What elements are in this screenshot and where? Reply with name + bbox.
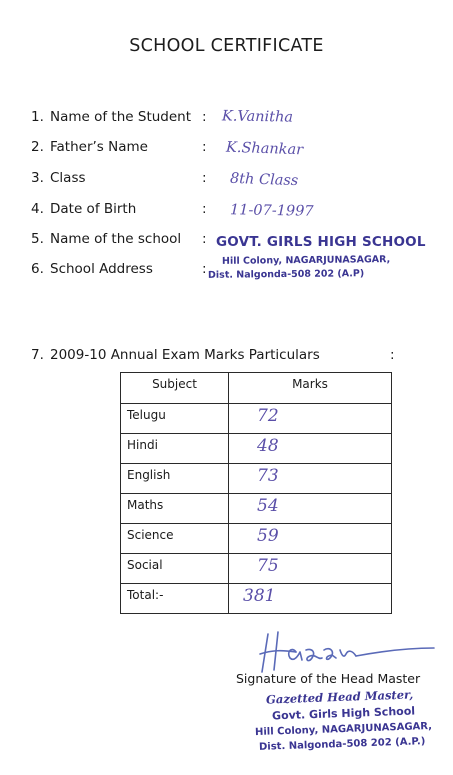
- subject-cell: Hindi: [121, 434, 229, 464]
- marks-cell-handwritten: 75: [229, 554, 392, 584]
- subject-cell: Maths: [121, 494, 229, 524]
- table-row: [121, 554, 392, 584]
- marks-cell-handwritten: 381: [229, 584, 392, 614]
- field-label: Class: [50, 170, 86, 186]
- field-value-handwritten: 11-07-1997: [229, 202, 314, 220]
- headmaster-stamp-school: Govt. Girls High School: [271, 704, 416, 723]
- field-student-name: [0, 107, 453, 131]
- field-number: 4.: [31, 201, 44, 217]
- table-row-total: [121, 584, 392, 614]
- page-title: SCHOOL CERTIFICATE: [129, 36, 324, 56]
- field-number: 1.: [31, 109, 44, 125]
- field-label: Date of Birth: [50, 201, 137, 217]
- marks-cell-handwritten: 59: [229, 524, 392, 554]
- field-number: 3.: [31, 170, 44, 186]
- signature-label: Signature of the Head Master: [236, 671, 421, 686]
- field-colon: :: [202, 201, 207, 217]
- subject-cell: Science: [121, 524, 229, 554]
- table-row: [121, 524, 392, 554]
- field-class: [0, 168, 453, 192]
- field-colon: :: [390, 347, 395, 363]
- school-stamp-name: GOVT. GIRLS HIGH SCHOOL: [216, 234, 426, 250]
- field-number: 6.: [31, 261, 44, 277]
- school-stamp-address: Hill Colony, NAGARJUNASAGAR,: [221, 254, 391, 267]
- field-label: Name of the Student: [50, 109, 192, 125]
- table-header-row: [121, 373, 392, 404]
- field-number: 5.: [31, 231, 44, 247]
- field-number: 2.: [31, 139, 44, 155]
- marks-heading: [0, 345, 453, 369]
- field-colon: :: [202, 261, 207, 277]
- table-row: [121, 464, 392, 494]
- table-row: [121, 434, 392, 464]
- field-value-handwritten: 8th Class: [229, 170, 299, 190]
- field-label: Father’s Name: [50, 139, 148, 155]
- field-value-handwritten: K.Shankar: [225, 139, 304, 159]
- table-row: [121, 494, 392, 524]
- marks-cell-handwritten: 73: [229, 464, 392, 494]
- field-value-handwritten: K.Vanitha: [221, 108, 294, 126]
- headmaster-stamp-district: Dist. Nalgonda-508 202 (A.P.): [258, 736, 426, 753]
- field-colon: :: [202, 231, 207, 247]
- field-father-name: [0, 137, 453, 161]
- marks-table: [120, 372, 392, 614]
- column-header-subject: Subject: [121, 373, 229, 404]
- field-date-of-birth: [0, 199, 453, 223]
- headmaster-stamp-title: Gazetted Head Master,: [265, 687, 414, 707]
- field-colon: :: [202, 170, 207, 186]
- marks-cell-handwritten: 48: [229, 434, 392, 464]
- marks-cell-handwritten: 72: [229, 404, 392, 434]
- field-colon: :: [202, 139, 207, 155]
- table-row: [121, 404, 392, 434]
- marks-heading-label: 2009-10 Annual Exam Marks Particulars: [50, 347, 320, 363]
- field-label: School Address: [50, 261, 153, 277]
- column-header-marks: Marks: [229, 373, 392, 404]
- marks-cell-handwritten: 54: [229, 494, 392, 524]
- headmaster-stamp-address: Hill Colony, NAGARJUNASAGAR,: [254, 720, 433, 739]
- subject-cell: English: [121, 464, 229, 494]
- field-number: 7.: [31, 347, 44, 363]
- subject-cell: Total:-: [121, 584, 229, 614]
- field-colon: :: [202, 109, 207, 125]
- field-label: Name of the school: [50, 231, 182, 247]
- subject-cell: Social: [121, 554, 229, 584]
- school-stamp-district: Dist. Nalgonda-508 202 (A.P): [207, 268, 365, 281]
- subject-cell: Telugu: [121, 404, 229, 434]
